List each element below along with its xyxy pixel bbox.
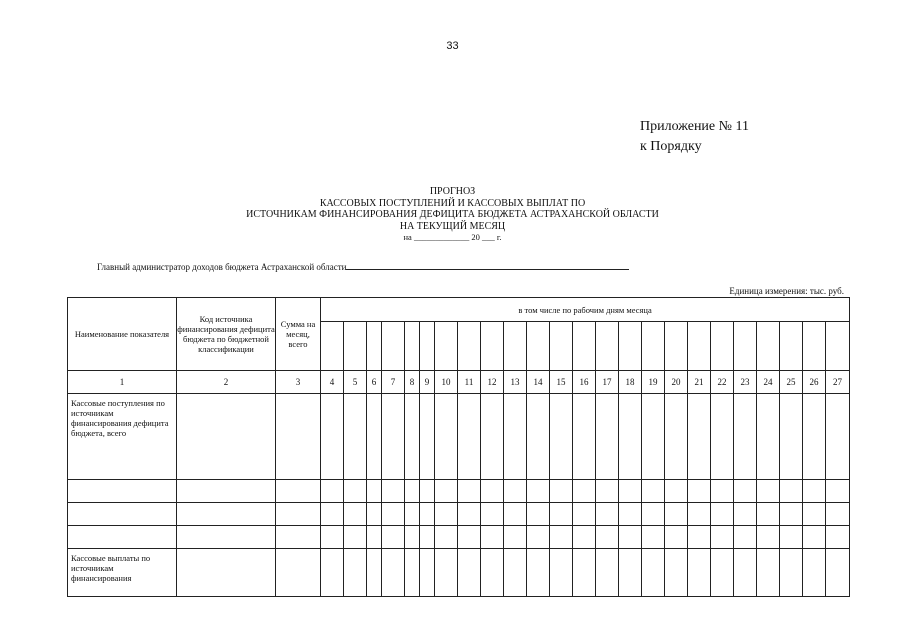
header-source-code: Код источника финансирования дефицита бюджета по бюджетной классификации [177, 298, 276, 371]
table-cell [504, 480, 527, 503]
table-cell [780, 480, 803, 503]
row-label-cell [68, 526, 177, 549]
day-subheader-cell [435, 322, 458, 371]
title-line-3: ИСТОЧНИКАМ ФИНАНСИРОВАНИЯ ДЕФИЦИТА БЮДЖЕТА АСТРАХАНСКОЙ ОБЛАСТИ [246, 209, 659, 220]
table-row [68, 394, 850, 480]
table-cell [780, 526, 803, 549]
title-date-line: на _____________ 20 ___ г. [403, 232, 502, 242]
table-cell [420, 549, 435, 597]
table-cell [177, 549, 276, 597]
table-cell [550, 549, 573, 597]
forecast-table [67, 297, 850, 597]
table-cell [382, 549, 405, 597]
column-number-cell: 11 [458, 371, 481, 394]
table-cell [550, 394, 573, 480]
table-cell [481, 526, 504, 549]
table-cell [711, 503, 734, 526]
day-subheader-cell [688, 322, 711, 371]
day-subheader-cell [405, 322, 420, 371]
column-number-cell: 23 [734, 371, 757, 394]
column-number-cell: 5 [344, 371, 367, 394]
table-cell [321, 503, 344, 526]
table-cell [550, 526, 573, 549]
table-cell [276, 549, 321, 597]
table-cell [504, 394, 527, 480]
table-cell [619, 480, 642, 503]
table-cell [734, 549, 757, 597]
table-cell [405, 394, 420, 480]
table-cell [596, 549, 619, 597]
day-subheader-cell [642, 322, 665, 371]
table-cell [177, 526, 276, 549]
column-number-cell: 14 [527, 371, 550, 394]
table-row [68, 526, 850, 549]
day-subheader-cell [420, 322, 435, 371]
column-number-cell: 22 [711, 371, 734, 394]
table-cell [527, 480, 550, 503]
column-number-row [68, 371, 850, 394]
table-cell [504, 503, 527, 526]
table-cell [276, 480, 321, 503]
table-cell [435, 526, 458, 549]
column-number-cell: 25 [780, 371, 803, 394]
table-cell [573, 394, 596, 480]
table-cell [420, 480, 435, 503]
table-cell [711, 549, 734, 597]
table-cell [734, 503, 757, 526]
table-cell [420, 394, 435, 480]
table-cell [481, 503, 504, 526]
table-cell [321, 480, 344, 503]
header-indicator-name: Наименование показателя [68, 298, 177, 371]
table-cell [504, 526, 527, 549]
administrator-underline [346, 260, 629, 270]
table-row [68, 503, 850, 526]
column-number-cell: 2 [177, 371, 276, 394]
table-cell [780, 503, 803, 526]
table-cell [826, 526, 850, 549]
table-cell [757, 480, 780, 503]
table-cell [642, 549, 665, 597]
table-cell [826, 503, 850, 526]
table-cell [573, 480, 596, 503]
table-cell [642, 526, 665, 549]
day-subheader-cell [458, 322, 481, 371]
table-cell [367, 503, 382, 526]
appendix-line-1: Приложение № 11 [640, 119, 749, 134]
table-cell [642, 480, 665, 503]
table-cell [642, 394, 665, 480]
table-cell [504, 549, 527, 597]
table-cell [367, 480, 382, 503]
column-number-cell: 13 [504, 371, 527, 394]
table-cell [382, 526, 405, 549]
table-cell [619, 526, 642, 549]
table-cell [573, 549, 596, 597]
table-cell [803, 549, 826, 597]
title-line-2: КАССОВЫХ ПОСТУПЛЕНИЙ И КАССОВЫХ ВЫПЛАТ ПО [319, 197, 586, 209]
row-label-cell [68, 503, 177, 526]
table-row [68, 549, 850, 597]
table-cell [780, 549, 803, 597]
table-cell [688, 503, 711, 526]
table-cell [711, 394, 734, 480]
table-cell [803, 394, 826, 480]
table-cell [757, 394, 780, 480]
table-cell [757, 526, 780, 549]
table-cell [420, 526, 435, 549]
day-subheader-cell [826, 322, 850, 371]
table-cell [276, 394, 321, 480]
table-cell [757, 503, 780, 526]
table-cell [382, 394, 405, 480]
header-working-days: в том числе по рабочим дням месяца [321, 298, 850, 322]
header-month-sum: Сумма на месяц, всего [276, 298, 321, 371]
administrator-field [97, 260, 629, 272]
table-cell [688, 394, 711, 480]
table-cell [177, 394, 276, 480]
day-subheader-cell [596, 322, 619, 371]
table-cell [367, 394, 382, 480]
document-title [0, 186, 905, 244]
table-cell [665, 480, 688, 503]
table-row [68, 480, 850, 503]
table-cell [596, 394, 619, 480]
table-cell [803, 503, 826, 526]
column-number-cell: 7 [382, 371, 405, 394]
table-cell [458, 480, 481, 503]
table-cell [826, 480, 850, 503]
table-cell [665, 394, 688, 480]
table-cell [803, 480, 826, 503]
day-subheader-cell [780, 322, 803, 371]
column-number-cell: 3 [276, 371, 321, 394]
day-subheader-cell [734, 322, 757, 371]
table-cell [435, 394, 458, 480]
table-cell [803, 526, 826, 549]
column-number-cell: 8 [405, 371, 420, 394]
table-cell [177, 503, 276, 526]
table-cell [596, 526, 619, 549]
day-subheader-cell [711, 322, 734, 371]
day-subheader-cell [481, 322, 504, 371]
table-cell [527, 526, 550, 549]
column-number-cell: 27 [826, 371, 850, 394]
table-cell [734, 394, 757, 480]
table-cell [688, 549, 711, 597]
table-cell [321, 549, 344, 597]
table-cell [458, 549, 481, 597]
table-cell [665, 526, 688, 549]
table-cell [321, 394, 344, 480]
row-label-cell: Кассовые выплаты по источникам финансирования [68, 549, 177, 597]
day-subheader-cell [382, 322, 405, 371]
table-cell [573, 503, 596, 526]
table-cell [711, 526, 734, 549]
table-cell [344, 394, 367, 480]
column-number-cell: 17 [596, 371, 619, 394]
table-cell [382, 503, 405, 526]
row-label-cell [68, 480, 177, 503]
table-cell [367, 549, 382, 597]
title-line-4: НА ТЕКУЩИЙ МЕСЯЦ [399, 220, 506, 232]
day-subheader-cell [321, 322, 344, 371]
table-cell [734, 526, 757, 549]
column-number-cell: 15 [550, 371, 573, 394]
table-cell [481, 394, 504, 480]
table-cell [435, 549, 458, 597]
table-cell [458, 526, 481, 549]
row-label-cell: Кассовые поступления по источникам финансирования дефицита бюджета, всего [68, 394, 177, 480]
table-cell [177, 480, 276, 503]
table-cell [276, 503, 321, 526]
column-number-cell: 21 [688, 371, 711, 394]
column-number-cell: 18 [619, 371, 642, 394]
day-subheader-cell [665, 322, 688, 371]
day-subheader-cell [550, 322, 573, 371]
table-cell [826, 549, 850, 597]
table-cell [665, 549, 688, 597]
column-number-cell: 16 [573, 371, 596, 394]
column-number-cell: 4 [321, 371, 344, 394]
column-number-cell: 19 [642, 371, 665, 394]
appendix-heading [640, 117, 749, 157]
column-number-cell: 10 [435, 371, 458, 394]
table-cell [688, 480, 711, 503]
table-cell [711, 480, 734, 503]
table-cell [344, 480, 367, 503]
unit-of-measure: Единица измерения: тыс. руб. [729, 286, 844, 296]
table-cell [527, 549, 550, 597]
table-cell [435, 503, 458, 526]
table-cell [344, 503, 367, 526]
day-subheader-cell [367, 322, 382, 371]
table-cell [344, 549, 367, 597]
day-subheader-cell [344, 322, 367, 371]
table-cell [420, 503, 435, 526]
table-cell [527, 503, 550, 526]
appendix-line-2: к Порядку [640, 139, 702, 154]
table-cell [367, 526, 382, 549]
table-cell [405, 549, 420, 597]
table-cell [527, 394, 550, 480]
table-cell [642, 503, 665, 526]
table-cell [481, 549, 504, 597]
column-number-cell: 12 [481, 371, 504, 394]
day-subheader-cell [527, 322, 550, 371]
table-cell [344, 526, 367, 549]
table-cell [619, 549, 642, 597]
day-subheader-cell [803, 322, 826, 371]
day-subheader-cell [504, 322, 527, 371]
day-subheader-cell [573, 322, 596, 371]
table-cell [573, 526, 596, 549]
administrator-label: Главный администратор доходов бюджета Астраханской области [97, 262, 347, 272]
day-subheader-cell [757, 322, 780, 371]
table-cell [780, 394, 803, 480]
table-cell [458, 503, 481, 526]
header-row [68, 298, 850, 322]
column-number-cell: 1 [68, 371, 177, 394]
table-cell [596, 480, 619, 503]
title-line-1: ПРОГНОЗ [429, 186, 476, 197]
table-cell [321, 526, 344, 549]
table-cell [550, 503, 573, 526]
table-cell [481, 480, 504, 503]
table-cell [550, 480, 573, 503]
table-cell [405, 503, 420, 526]
table-cell [458, 394, 481, 480]
table-cell [619, 503, 642, 526]
day-subheader-cell [619, 322, 642, 371]
column-number-cell: 20 [665, 371, 688, 394]
table-cell [757, 549, 780, 597]
table-cell [619, 394, 642, 480]
column-number-cell: 9 [420, 371, 435, 394]
table-cell [435, 480, 458, 503]
table-cell [734, 480, 757, 503]
table-cell [826, 394, 850, 480]
table-cell [405, 480, 420, 503]
column-number-cell: 6 [367, 371, 382, 394]
page-number: 33 [446, 40, 459, 52]
column-number-cell: 26 [803, 371, 826, 394]
table-cell [665, 503, 688, 526]
table-cell [596, 503, 619, 526]
column-number-cell: 24 [757, 371, 780, 394]
table-cell [688, 526, 711, 549]
table-cell [382, 480, 405, 503]
table-cell [276, 526, 321, 549]
table-cell [405, 526, 420, 549]
